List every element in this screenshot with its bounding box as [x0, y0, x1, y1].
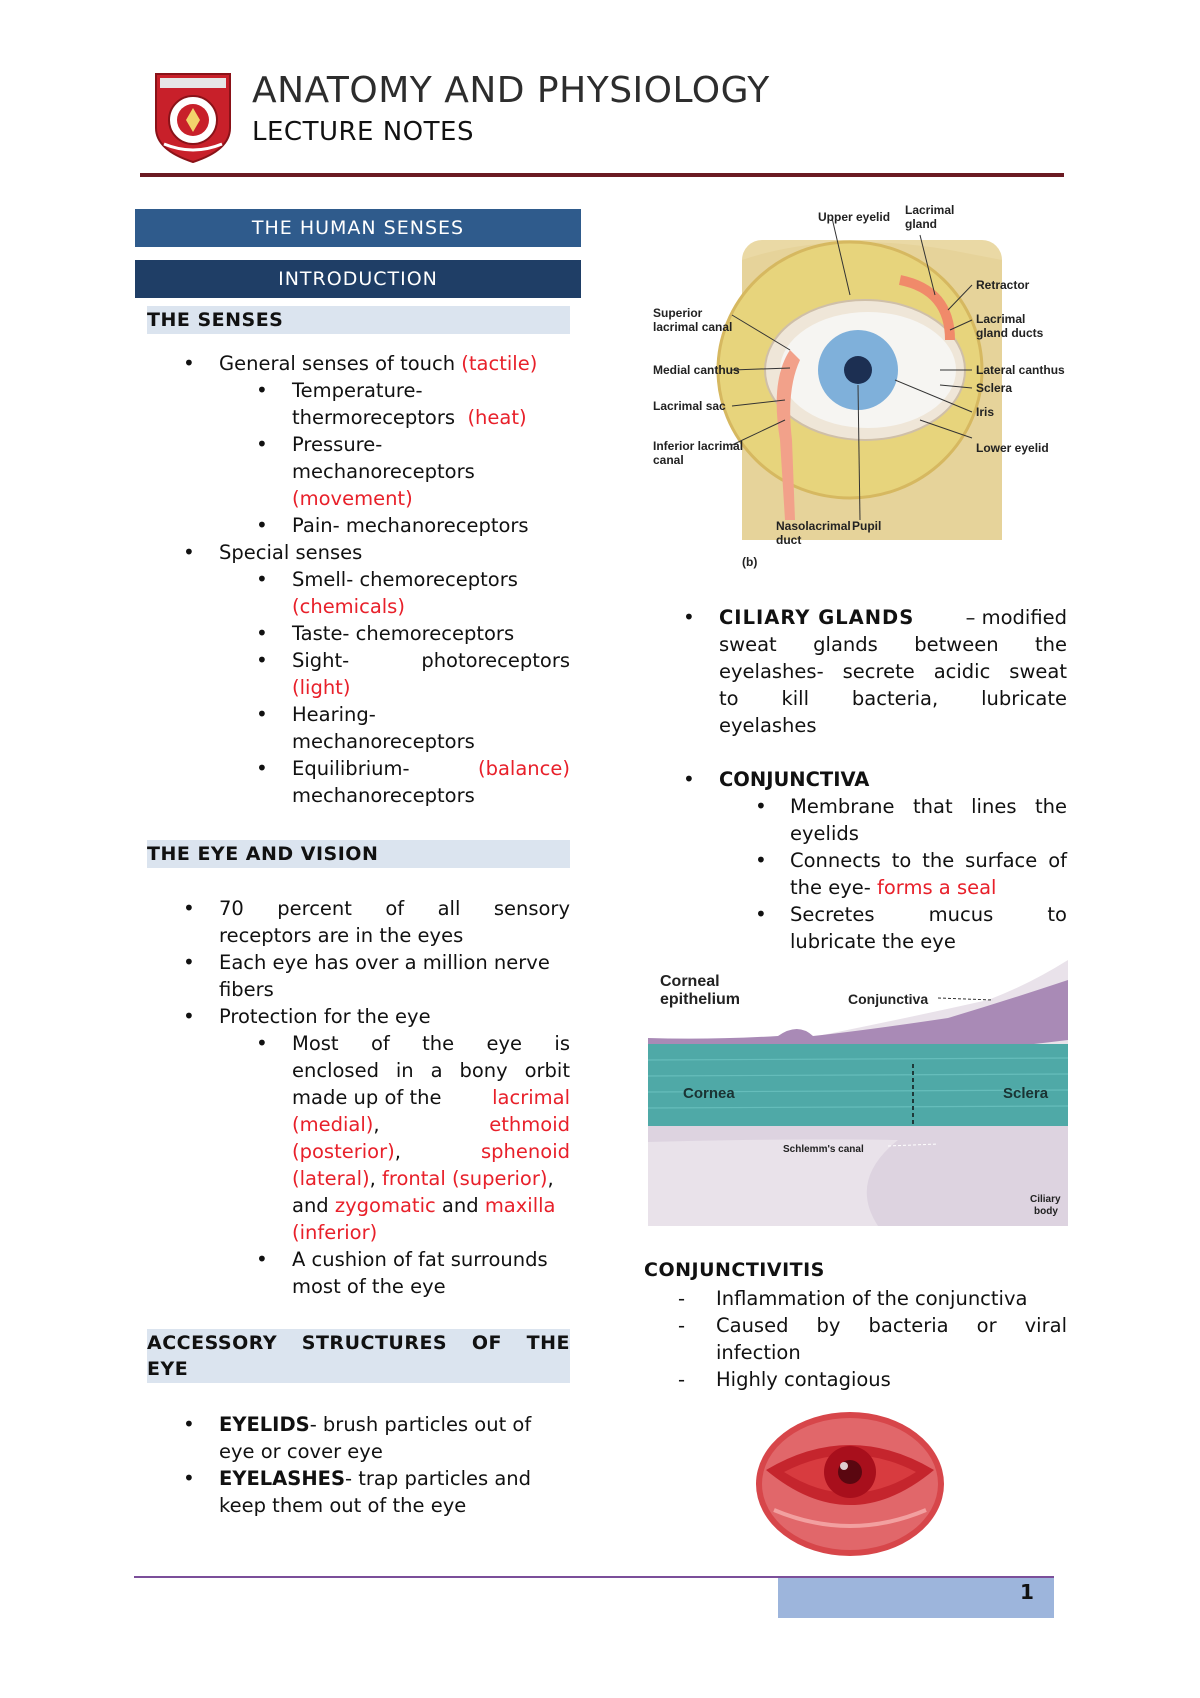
list-item: • Secretes mucus to lubricate the eye [677, 901, 1067, 955]
conjunctivitis-list [644, 1285, 1067, 1393]
label-panel-b: (b) [742, 555, 758, 569]
list-item: • Equilibrium- (balance) mechanoreceptors [147, 755, 570, 809]
label-upper-eyelid: Upper eyelid [818, 210, 891, 224]
list-item: • 70 percent of all sensory receptors are in the eyes [147, 895, 570, 949]
list-item: • CILIARY GLANDS – modified sweat glands between the eyelashes- secrete acidic sweat to kill bacteria, lubricate eyelashes [677, 604, 1067, 739]
list-item: • Protection for the eye [147, 1003, 570, 1030]
list-item: • Taste- chemoreceptors [147, 620, 570, 647]
label-superior-canal-2: lacrimal canal [653, 320, 733, 334]
label-lateral-canthus: Lateral canthus [976, 363, 1065, 377]
document-subtitle: LECTURE NOTES [252, 117, 474, 147]
list-item: - Caused by bacteria or viral infection [644, 1312, 1067, 1366]
list-item: • Smell- chemoreceptors (chemicals) [147, 566, 570, 620]
list-item: • Temperature- thermoreceptors (heat) [147, 377, 570, 431]
label-medial-canthus: Medial canthus [653, 363, 740, 377]
label-nasolacrimal-2: duct [776, 533, 802, 547]
label-sclera: Sclera [976, 381, 1013, 395]
label-ciliary: Ciliary [1030, 1194, 1061, 1205]
label-pupil: Pupil [852, 519, 882, 533]
list-item: • Hearing- mechanoreceptors [147, 701, 570, 755]
list-item: • CONJUNCTIVA [677, 766, 1067, 793]
senses-list [147, 350, 570, 809]
label-lacrimal-gland-2: gland [905, 217, 937, 231]
section-heading-eye-vision: THE EYE AND VISION [147, 840, 570, 868]
list-item: • Membrane that lines the eyelids [677, 793, 1067, 847]
section-heading-accessory: ACCESSORY STRUCTURES OF THE EYE [147, 1329, 570, 1383]
banner-human-senses: THE HUMAN SENSES [135, 209, 581, 247]
label-lacrimal-sac: Lacrimal sac [653, 399, 726, 413]
list-item: - Inflammation of the conjunctiva [644, 1285, 1067, 1312]
list-item: • A cushion of fat surrounds most of the eye [147, 1246, 570, 1300]
page-number: 1 [1020, 1580, 1034, 1604]
conjunctivitis-eye-image [754, 1410, 946, 1558]
label-corneal-epithelium: Corneal [660, 973, 720, 990]
list-item: - Highly contagious [644, 1366, 1067, 1393]
label-lower-eyelid: Lower eyelid [976, 441, 1049, 455]
list-item: • EYELIDS- brush particles out of eye or cover eye [147, 1411, 570, 1465]
list-item: • Most of the eye is enclosed in a bony orbit made up of the lacrimal (medial), ethmoid (posterior), sphenoid (lateral), frontal (superior), and zygomatic and maxilla (inferior) [147, 1030, 570, 1246]
label-cornea: Cornea [683, 1085, 735, 1102]
label-ciliary-2: body [1034, 1206, 1058, 1217]
college-seal-logo [150, 70, 236, 164]
pupil [844, 356, 872, 384]
label-schlemm: Schlemm's canal [783, 1144, 864, 1155]
label-iris: Iris [976, 405, 995, 419]
list-item: • EYELASHES- trap particles and keep them out of the eye [147, 1465, 570, 1519]
eye-anatomy-diagram [650, 200, 1070, 578]
eye-vision-list [147, 895, 570, 1300]
label-gland-ducts: Lacrimal [976, 312, 1026, 326]
label-lacrimal-gland: Lacrimal [905, 203, 955, 217]
label-retractor: Retractor [976, 278, 1030, 292]
list-item: • Special senses [147, 539, 570, 566]
page-number-box [778, 1578, 1054, 1618]
list-item: • General senses of touch (tactile) [147, 350, 570, 377]
section-heading-conjunctivitis: CONJUNCTIVITIS [644, 1259, 825, 1281]
list-item: • Pressure- mechanoreceptors (movement) [147, 431, 570, 512]
document-title: ANATOMY AND PHYSIOLOGY [252, 70, 770, 111]
list-item: • Pain- mechanoreceptors [147, 512, 570, 539]
list-item: • Each eye has over a million nerve fibers [147, 949, 570, 1003]
cornea-histology-image [648, 960, 1068, 1226]
ciliary-conjunctiva-list [677, 604, 1067, 955]
label-superior-canal: Superior [653, 306, 703, 320]
label-inferior-canal: Inferior lacrimal [653, 439, 744, 453]
section-heading-senses: THE SENSES [147, 306, 570, 334]
label-gland-ducts-2: gland ducts [976, 326, 1044, 340]
list-item: • Sight- photoreceptors (light) [147, 647, 570, 701]
label-nasolacrimal: Nasolacrimal [776, 519, 851, 533]
header-divider [140, 173, 1064, 177]
label-inferior-canal-2: canal [653, 453, 684, 467]
label-corneal-epithelium-2: epithelium [660, 991, 741, 1008]
label-conjunctiva: Conjunctiva [848, 991, 929, 1007]
banner-introduction: INTRODUCTION [135, 260, 581, 298]
list-item: • Connects to the surface of the eye- forms a seal [677, 847, 1067, 901]
label-sclera: Sclera [1003, 1085, 1049, 1102]
accessory-list [147, 1411, 570, 1519]
